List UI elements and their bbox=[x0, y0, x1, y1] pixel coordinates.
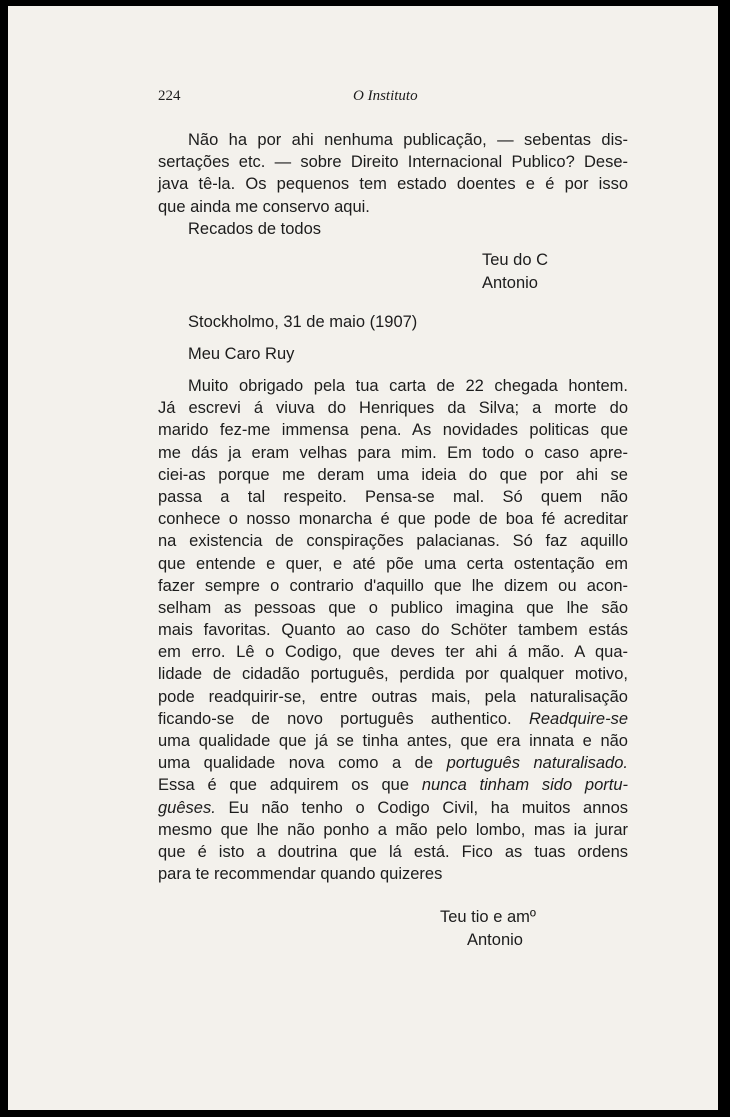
text-line: java tê-la. Os pequenos tem estado doentes e é por isso bbox=[158, 175, 628, 194]
text-line: sertações etc. — sobre Direito Internacional Publico? Dese- bbox=[158, 153, 628, 172]
text-line: Não ha por ahi nenhuma publicação, — sebentas dis- bbox=[188, 131, 628, 149]
text-line: que é isto a doutrina que lá está. Fico as tuas ordens bbox=[158, 842, 628, 861]
text-line bbox=[158, 708, 628, 730]
text-run: Eu não tenho o Codigo Civil, ha muitos annos bbox=[228, 798, 629, 817]
text-line: passa a tal respeito. Pensa-se mal. Só quem não bbox=[158, 487, 628, 506]
page-header bbox=[158, 88, 598, 110]
letter1-closing bbox=[482, 249, 548, 295]
salutation: Meu Caro Ruy bbox=[188, 345, 295, 363]
text-line: para te recommendar quando quizeres bbox=[158, 865, 443, 884]
signature: Antonio bbox=[467, 931, 523, 949]
text-line bbox=[158, 752, 628, 774]
text-line bbox=[158, 774, 628, 796]
text-line: pode readquirir-se, entre outras mais, pela naturalisação bbox=[158, 687, 628, 706]
text-line: mesmo que lhe não ponho a mão pelo lombo, mas ia jurar bbox=[158, 820, 628, 839]
text-line: lidade de cidadão português, perdida por qualquer motivo, bbox=[158, 665, 628, 684]
text-line: na existencia de conspirações palacianas. Só faz aquillo bbox=[158, 532, 628, 551]
text-line: mais favoritas. Quanto ao caso do Schöter tambem estás bbox=[158, 621, 628, 640]
emphasis-run: nunca tinham sido portu- bbox=[421, 776, 628, 795]
closing-line: Teu tio e amº bbox=[440, 908, 536, 926]
text-line: me dás ja eram velhas para mim. Em todo o caso apre- bbox=[158, 443, 628, 462]
letter2-place-date-block bbox=[158, 311, 628, 333]
letter2-closing bbox=[440, 906, 536, 952]
text-line: ciei-as porque me deram uma ideia do que por ahi se bbox=[158, 465, 628, 484]
text-line: fazer sempre o contrario d'aquillo que lhe dizem ou acon- bbox=[158, 576, 628, 595]
text-run: Essa é que adquirem os que bbox=[158, 776, 410, 795]
text-line: Muito obrigado pela tua carta de 22 chegada hontem. bbox=[188, 377, 628, 395]
closing-line: Teu do C bbox=[482, 251, 549, 269]
text-line: marido fez-me immensa pena. As novidades politicas que bbox=[158, 421, 628, 440]
emphasis-run: português naturalisado. bbox=[446, 754, 628, 773]
text-line: uma qualidade que já se tinha antes, que era innata e não bbox=[158, 732, 628, 750]
text-line bbox=[158, 797, 628, 819]
document-page bbox=[8, 6, 718, 1110]
letter2-body bbox=[158, 375, 628, 885]
regards-line: Recados de todos bbox=[188, 219, 322, 238]
place-date: Stockholmo, 31 de maio (1907) bbox=[188, 313, 418, 331]
signature: Antonio bbox=[482, 274, 538, 292]
text-line: que entende e quer, e até põe uma certa ostentação em bbox=[158, 554, 628, 573]
page-number: 224 bbox=[158, 88, 181, 104]
running-title: O Instituto bbox=[353, 88, 418, 104]
text-line: que ainda me conservo aqui. bbox=[158, 197, 370, 216]
letter1-body bbox=[158, 129, 628, 240]
letter2-salutation-block bbox=[158, 343, 628, 365]
text-run: ficando-se de novo português authentico. bbox=[158, 709, 512, 728]
text-line: Já escrevi á viuva do Henriques da Silva; a morte do bbox=[158, 399, 628, 418]
text-line: selham as pessoas que o publico imagina que lhe são bbox=[158, 598, 628, 617]
emphasis-run: Readquire-se bbox=[528, 709, 628, 728]
emphasis-run: guêses. bbox=[158, 798, 216, 817]
text-line: conhece o nosso monarcha é que pode de boa fé acreditar bbox=[158, 510, 628, 529]
text-line: em erro. Lê o Codigo, que deves ter ahi á mão. A qua- bbox=[158, 643, 628, 662]
text-run: uma qualidade nova como a de bbox=[158, 754, 434, 773]
